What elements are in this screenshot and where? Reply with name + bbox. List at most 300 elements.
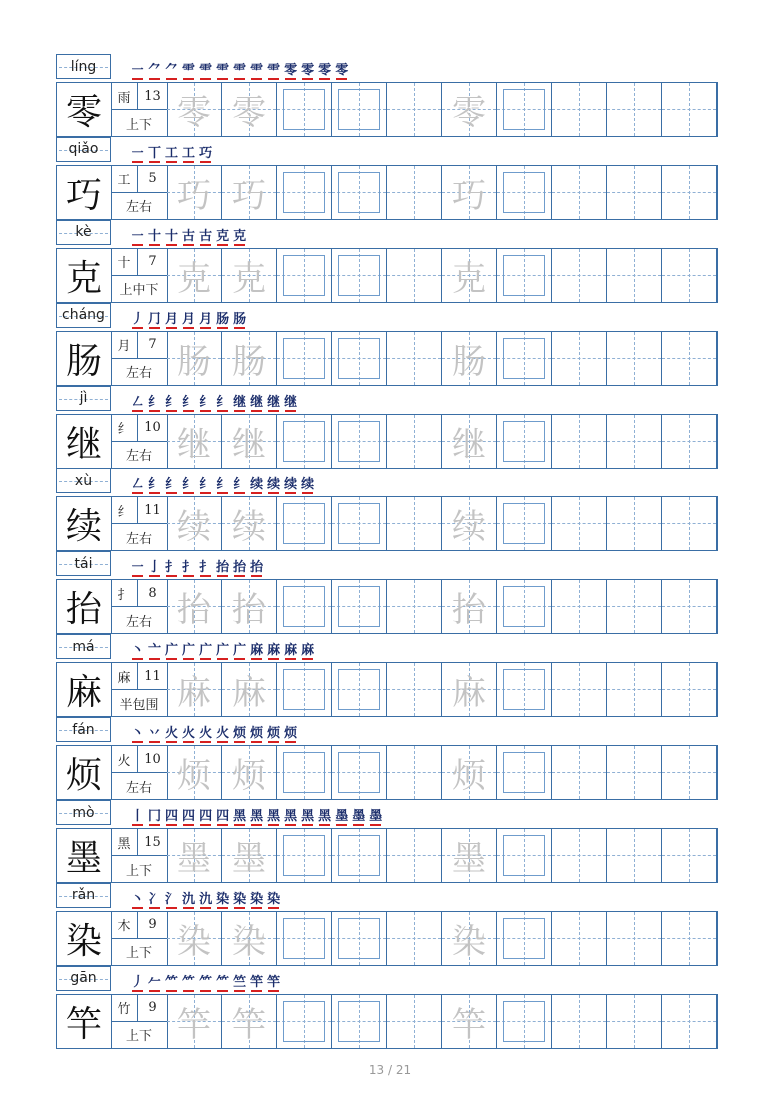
practice-cell[interactable] [442,249,497,302]
practice-cell[interactable] [277,912,332,965]
radical: 木 [111,912,138,939]
practice-cell[interactable] [497,580,552,633]
practice-cell[interactable] [662,332,717,385]
pinyin-box [56,137,111,162]
stroke-step: 墨 [369,805,382,824]
practice-cell[interactable] [497,415,552,468]
stroke-step: ⻗ [250,59,263,78]
writing-row [56,414,718,469]
practice-cell[interactable] [277,83,332,136]
stroke-order [131,56,348,78]
practice-cell[interactable] [167,580,222,633]
writing-row [56,82,718,137]
stroke-step: ⻗ [182,59,195,78]
practice-box [283,255,325,296]
practice-cell[interactable] [497,746,552,799]
practice-cell[interactable] [167,912,222,965]
trace-character: 巧 [452,175,486,216]
radical: 扌 [111,580,138,607]
pinyin-box [56,551,111,576]
stroke-count: 11 [138,497,167,524]
trace-character: 克 [177,258,211,299]
stroke-step: 火 [182,722,195,741]
trace-character: 肠 [232,341,266,382]
stroke-step: 古 [182,225,195,244]
practice-cell[interactable] [607,995,662,1048]
stroke-step: 四 [182,805,195,824]
structure: 上中下 [119,283,159,299]
practice-cell[interactable] [662,415,717,468]
practice-cell[interactable] [552,166,607,219]
trace-character: 烦 [232,756,266,797]
practice-box [503,421,545,462]
practice-cell[interactable] [277,746,332,799]
main-character: 竿 [57,995,112,1048]
practice-cell[interactable] [387,663,442,716]
character-entry [56,634,718,717]
practice-cell[interactable] [167,995,222,1048]
practice-cell[interactable] [387,83,442,136]
practice-cell[interactable] [167,166,222,219]
practice-cell[interactable] [387,166,442,219]
practice-cell[interactable] [442,415,497,468]
practice-cell[interactable] [497,166,552,219]
practice-cell[interactable] [607,332,662,385]
stroke-step: 继 [250,391,263,410]
stroke-step: 纟 [182,473,195,492]
stroke-step: 零 [318,59,331,78]
practice-cell[interactable] [662,83,717,136]
stroke-count: 10 [138,746,167,773]
practice-cell[interactable] [277,829,332,882]
practice-cell[interactable] [277,166,332,219]
stroke-step: 纟 [165,473,178,492]
practice-cell[interactable] [497,995,552,1048]
practice-cell[interactable] [552,663,607,716]
practice-cell[interactable] [552,83,607,136]
practice-cell[interactable] [167,415,222,468]
practice-cell[interactable] [167,83,222,136]
practice-cell[interactable] [552,497,607,550]
practice-cell[interactable] [277,663,332,716]
trace-character: 克 [232,258,266,299]
stroke-step: 火 [216,722,229,741]
character-entry [56,137,718,220]
practice-cell[interactable] [442,912,497,965]
practice-cell[interactable] [387,415,442,468]
stroke-step: 麻 [284,639,297,658]
stroke-step: 十 [165,225,178,244]
stroke-order [131,802,382,824]
practice-box [338,172,380,213]
practice-cell[interactable] [552,332,607,385]
practice-cell[interactable] [607,249,662,302]
writing-row [56,828,718,883]
practice-cell[interactable] [442,580,497,633]
practice-box [338,752,380,793]
stroke-step: 四 [216,805,229,824]
structure: 上下 [125,946,152,962]
stroke-step: ⺮ [165,971,178,990]
practice-cell[interactable] [607,83,662,136]
practice-box [503,503,545,544]
practice-cell[interactable] [442,166,497,219]
practice-cell[interactable] [387,332,442,385]
pinyin-box [56,883,111,908]
practice-cell[interactable] [607,912,662,965]
practice-cell[interactable] [167,663,222,716]
practice-cell[interactable] [222,580,277,633]
practice-cell[interactable] [442,995,497,1048]
practice-cell[interactable] [552,995,607,1048]
practice-box [503,1001,545,1042]
main-character: 抬 [57,580,112,633]
practice-box [338,1001,380,1042]
practice-cell[interactable] [497,497,552,550]
character-entry [56,717,718,800]
trace-character: 墨 [232,839,266,880]
structure: 上下 [125,863,152,879]
practice-cell[interactable] [387,829,442,882]
stroke-step: 十 [148,225,161,244]
stroke-step: 氿 [182,888,195,907]
practice-cell[interactable] [387,497,442,550]
practice-box [283,172,325,213]
stroke-step: 麻 [301,639,314,658]
practice-cell[interactable] [332,829,387,882]
pinyin-box [56,386,111,411]
practice-box [338,669,380,710]
practice-cell[interactable] [332,912,387,965]
writing-row [56,248,718,303]
structure: 左右 [125,366,152,382]
stroke-step: 继 [284,391,297,410]
stroke-step: 古 [199,225,212,244]
stroke-step: 广 [233,639,246,658]
practice-cell[interactable] [332,995,387,1048]
practice-cell[interactable] [552,829,607,882]
character-info [111,829,168,882]
practice-cell[interactable] [442,497,497,550]
practice-cell[interactable] [497,663,552,716]
stroke-step: 月 [199,308,212,327]
radical: 麻 [111,663,138,690]
stroke-step: 肠 [216,308,229,327]
character-info [111,332,168,385]
practice-cell[interactable] [222,663,277,716]
stroke-count: 5 [138,166,167,193]
practice-cell[interactable] [332,746,387,799]
character-entry [56,303,718,386]
trace-character: 续 [452,507,486,548]
practice-cell[interactable] [167,332,222,385]
practice-cell[interactable] [607,166,662,219]
structure: 上下 [125,117,152,133]
radical: 月 [111,332,138,359]
trace-character: 染 [452,921,486,962]
stroke-step: 烦 [250,722,263,741]
practice-box [338,421,380,462]
stroke-step: 广 [182,639,195,658]
practice-cell[interactable] [332,166,387,219]
practice-cell[interactable] [442,746,497,799]
practice-box [503,172,545,213]
practice-cell[interactable] [662,249,717,302]
stroke-order [131,719,297,741]
practice-cell[interactable] [387,995,442,1048]
practice-box [283,835,325,876]
character-entry [56,966,718,1049]
practice-cell[interactable] [387,912,442,965]
stroke-order [131,388,297,410]
pinyin-box [56,220,111,245]
practice-cell[interactable] [222,829,277,882]
writing-row [56,331,718,386]
practice-cell[interactable] [387,580,442,633]
trace-character: 竿 [232,1004,266,1045]
practice-cell[interactable] [332,415,387,468]
writing-row [56,662,718,717]
practice-cell[interactable] [552,746,607,799]
pinyin-row [56,54,718,81]
stroke-step: 四 [199,805,212,824]
practice-cell[interactable] [332,249,387,302]
practice-cell[interactable] [552,415,607,468]
main-character: 克 [57,249,112,302]
radical: 竹 [111,995,138,1022]
trace-character: 竿 [452,1004,486,1045]
stroke-step: 冫 [148,888,161,907]
character-info [111,995,168,1048]
practice-cell[interactable] [607,829,662,882]
stroke-order [131,885,280,907]
practice-cell[interactable] [607,497,662,550]
structure: 左右 [125,200,152,216]
trace-character: 肠 [452,341,486,382]
stroke-step: 广 [199,639,212,658]
stroke-step: ⺮ [199,971,212,990]
practice-cell[interactable] [277,249,332,302]
stroke-step: 黑 [318,805,331,824]
practice-cell[interactable] [387,746,442,799]
practice-cell[interactable] [332,663,387,716]
practice-cell[interactable] [442,829,497,882]
stroke-step: 氵 [165,888,178,907]
practice-cell[interactable] [497,912,552,965]
stroke-step: 广 [165,639,178,658]
practice-cell[interactable] [222,497,277,550]
pinyin-box [56,303,111,328]
practice-cell[interactable] [167,497,222,550]
practice-cell[interactable] [497,83,552,136]
practice-cell[interactable] [662,663,717,716]
stroke-step: 麻 [267,639,280,658]
practice-cell[interactable] [607,663,662,716]
stroke-step: ㇐ [131,142,144,161]
practice-box [503,835,545,876]
practice-cell[interactable] [442,83,497,136]
practice-cell[interactable] [222,83,277,136]
practice-cell[interactable] [332,83,387,136]
writing-row [56,994,718,1049]
practice-cell[interactable] [552,249,607,302]
stroke-count: 15 [138,829,167,856]
stroke-step: 纟 [199,391,212,410]
stroke-step: 丿 [131,971,144,990]
character-entry [56,386,718,469]
practice-cell[interactable] [332,332,387,385]
trace-character: 零 [452,93,486,133]
trace-character: 继 [232,424,266,465]
stroke-step: 抬 [250,556,263,575]
trace-character: 烦 [452,756,486,797]
practice-cell[interactable] [277,415,332,468]
practice-box [338,89,380,130]
character-entry [56,551,718,634]
trace-character: 竿 [177,1004,211,1045]
stroke-step: ⻗ [199,59,212,78]
stroke-step: 染 [250,888,263,907]
practice-cell[interactable] [662,829,717,882]
practice-cell[interactable] [662,995,717,1048]
radical: 纟 [111,497,138,524]
structure: 上下 [125,1029,152,1045]
stroke-count: 13 [138,83,167,110]
radical: 雨 [111,83,138,110]
practice-cell[interactable] [277,497,332,550]
pinyin-box [56,54,111,79]
pinyin-text: cháng [62,307,105,324]
stroke-step: 亠 [148,639,161,658]
practice-cell[interactable] [277,995,332,1048]
character-info [111,166,168,219]
practice-cell[interactable] [662,746,717,799]
practice-cell[interactable] [277,332,332,385]
practice-cell[interactable] [607,746,662,799]
trace-character: 烦 [177,756,211,797]
pinyin-row [56,551,718,578]
character-entry [56,468,718,551]
practice-cell[interactable] [167,249,222,302]
stroke-step: 麻 [250,639,263,658]
pinyin-text: kè [75,224,92,241]
stroke-step: ⻗ [267,59,280,78]
stroke-step: 扌 [165,556,178,575]
practice-cell[interactable] [442,663,497,716]
stroke-step: 纟 [216,473,229,492]
pinyin-row [56,468,718,495]
pinyin-text: jì [79,390,88,407]
stroke-order [131,139,212,161]
practice-cell[interactable] [277,580,332,633]
trace-character: 零 [177,93,211,133]
practice-box [283,338,325,379]
practice-cell[interactable] [662,497,717,550]
practice-cell[interactable] [222,332,277,385]
stroke-step: 克 [216,225,229,244]
stroke-step: ⺈ [148,59,161,78]
practice-box [283,1001,325,1042]
pinyin-text: gān [70,970,97,987]
practice-cell[interactable] [607,415,662,468]
practice-cell[interactable] [222,746,277,799]
practice-cell[interactable] [497,829,552,882]
character-info [111,249,168,302]
practice-cell[interactable] [222,995,277,1048]
stroke-step: 染 [233,888,246,907]
practice-cell[interactable] [497,332,552,385]
trace-character: 继 [452,424,486,465]
practice-cell[interactable] [497,249,552,302]
practice-sheet [56,54,718,1049]
main-character: 墨 [57,829,112,882]
practice-cell[interactable] [222,166,277,219]
practice-box [283,503,325,544]
stroke-step: ㇐ [131,59,144,78]
practice-box [503,255,545,296]
stroke-step: ㇐ [131,225,144,244]
structure: 左右 [125,449,152,465]
stroke-step: 纟 [148,473,161,492]
practice-cell[interactable] [332,580,387,633]
practice-box [283,421,325,462]
practice-cell[interactable] [167,746,222,799]
trace-character: 抬 [177,590,211,631]
radical: 黑 [111,829,138,856]
stroke-step: 扌 [182,556,195,575]
practice-box [503,586,545,627]
character-info [111,912,168,965]
practice-cell[interactable] [167,829,222,882]
practice-box [338,586,380,627]
stroke-order [131,222,246,244]
stroke-step: 零 [284,59,297,78]
practice-cell[interactable] [442,332,497,385]
pinyin-row [56,303,718,330]
character-entry [56,220,718,303]
trace-character: 墨 [452,839,486,880]
practice-cell[interactable] [222,912,277,965]
stroke-step: 竿 [250,971,263,990]
practice-cell[interactable] [662,166,717,219]
practice-cell[interactable] [387,249,442,302]
practice-box [503,752,545,793]
structure: 半包围 [119,697,159,713]
character-info [111,580,168,633]
practice-cell[interactable] [552,912,607,965]
stroke-step: 续 [301,473,314,492]
practice-cell[interactable] [662,580,717,633]
stroke-step: 零 [301,59,314,78]
stroke-order [131,636,314,658]
practice-cell[interactable] [332,497,387,550]
stroke-step: 竿 [267,971,280,990]
practice-cell[interactable] [662,912,717,965]
practice-cell[interactable] [552,580,607,633]
character-info [111,663,168,716]
writing-row [56,911,718,966]
trace-character: 继 [177,424,211,465]
stroke-step: 抬 [216,556,229,575]
practice-cell[interactable] [607,580,662,633]
stroke-step: 零 [335,59,348,78]
pinyin-text: mò [72,804,95,821]
practice-cell[interactable] [222,415,277,468]
pinyin-box [56,800,111,825]
stroke-order [131,305,246,327]
practice-box [338,338,380,379]
practice-cell[interactable] [222,249,277,302]
